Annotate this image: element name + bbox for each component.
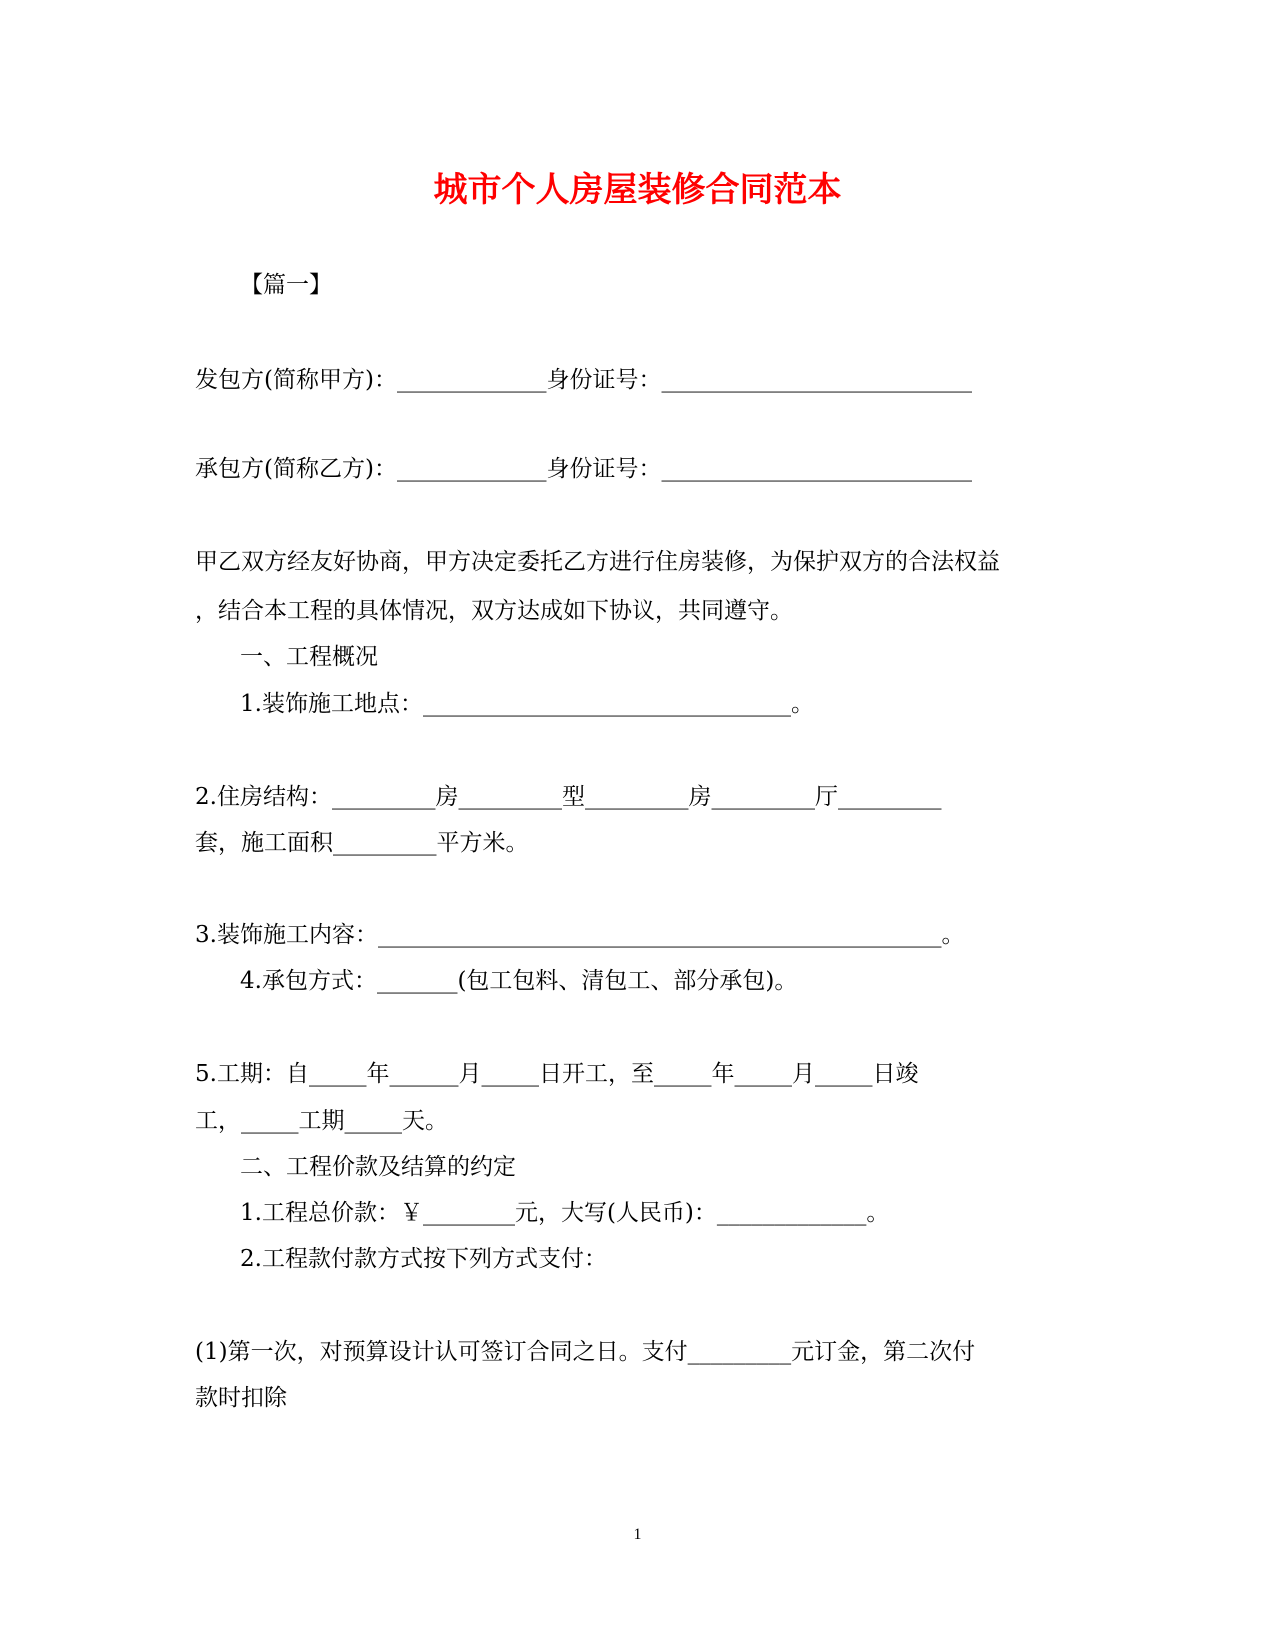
- party-b-line: 承包方(简称乙方)：_____________身份证号：___________________________: [195, 456, 972, 482]
- section-label: 【篇一】: [240, 272, 332, 298]
- heading-price-settlement: 二、工程价款及结算的约定: [240, 1154, 516, 1180]
- payment-first-line-2: 款时扣除: [195, 1385, 287, 1411]
- clause-1-location: 1.装饰施工地点：________________________________。: [240, 691, 814, 717]
- clause-total-price: 1.工程总价款：￥________元，大写(人民币)：_____________。: [240, 1200, 890, 1226]
- page-number: 1: [633, 1526, 642, 1543]
- heading-project-overview: 一、工程概况: [240, 644, 378, 670]
- payment-first-line-1: (1)第一次，对预算设计认可签订合同之日。支付_________元订金，第二次付: [195, 1339, 976, 1365]
- preamble-line-1: 甲乙双方经友好协商，甲方决定委托乙方进行住房装修，为保护双方的合法权益: [195, 549, 1000, 575]
- clause-5-period-line-1: 5.工期：自_____年______月_____日开工，至_____年_____月_____日竣: [195, 1061, 919, 1087]
- clause-payment-method: 2.工程款付款方式按下列方式支付：: [240, 1246, 607, 1272]
- clause-5-period-line-2: 工，_____工期_____天。: [195, 1108, 448, 1134]
- document-title: 城市个人房屋装修合同范本: [433, 170, 842, 210]
- clause-3-content: 3.装饰施工内容：_________________________________________________。: [195, 922, 965, 948]
- clause-4-contract-mode: 4.承包方式：_______(包工包料、清包工、部分承包)。: [240, 968, 798, 994]
- clause-2-structure-line-1: 2.住房结构：_________房_________型_________房_________厅_________: [195, 784, 942, 810]
- party-a-line: 发包方(简称甲方)：_____________身份证号：___________________________: [195, 367, 972, 393]
- clause-2-structure-line-2: 套，施工面积_________平方米。: [195, 830, 529, 856]
- preamble-line-2: ，结合本工程的具体情况，双方达成如下协议，共同遵守。: [195, 598, 793, 624]
